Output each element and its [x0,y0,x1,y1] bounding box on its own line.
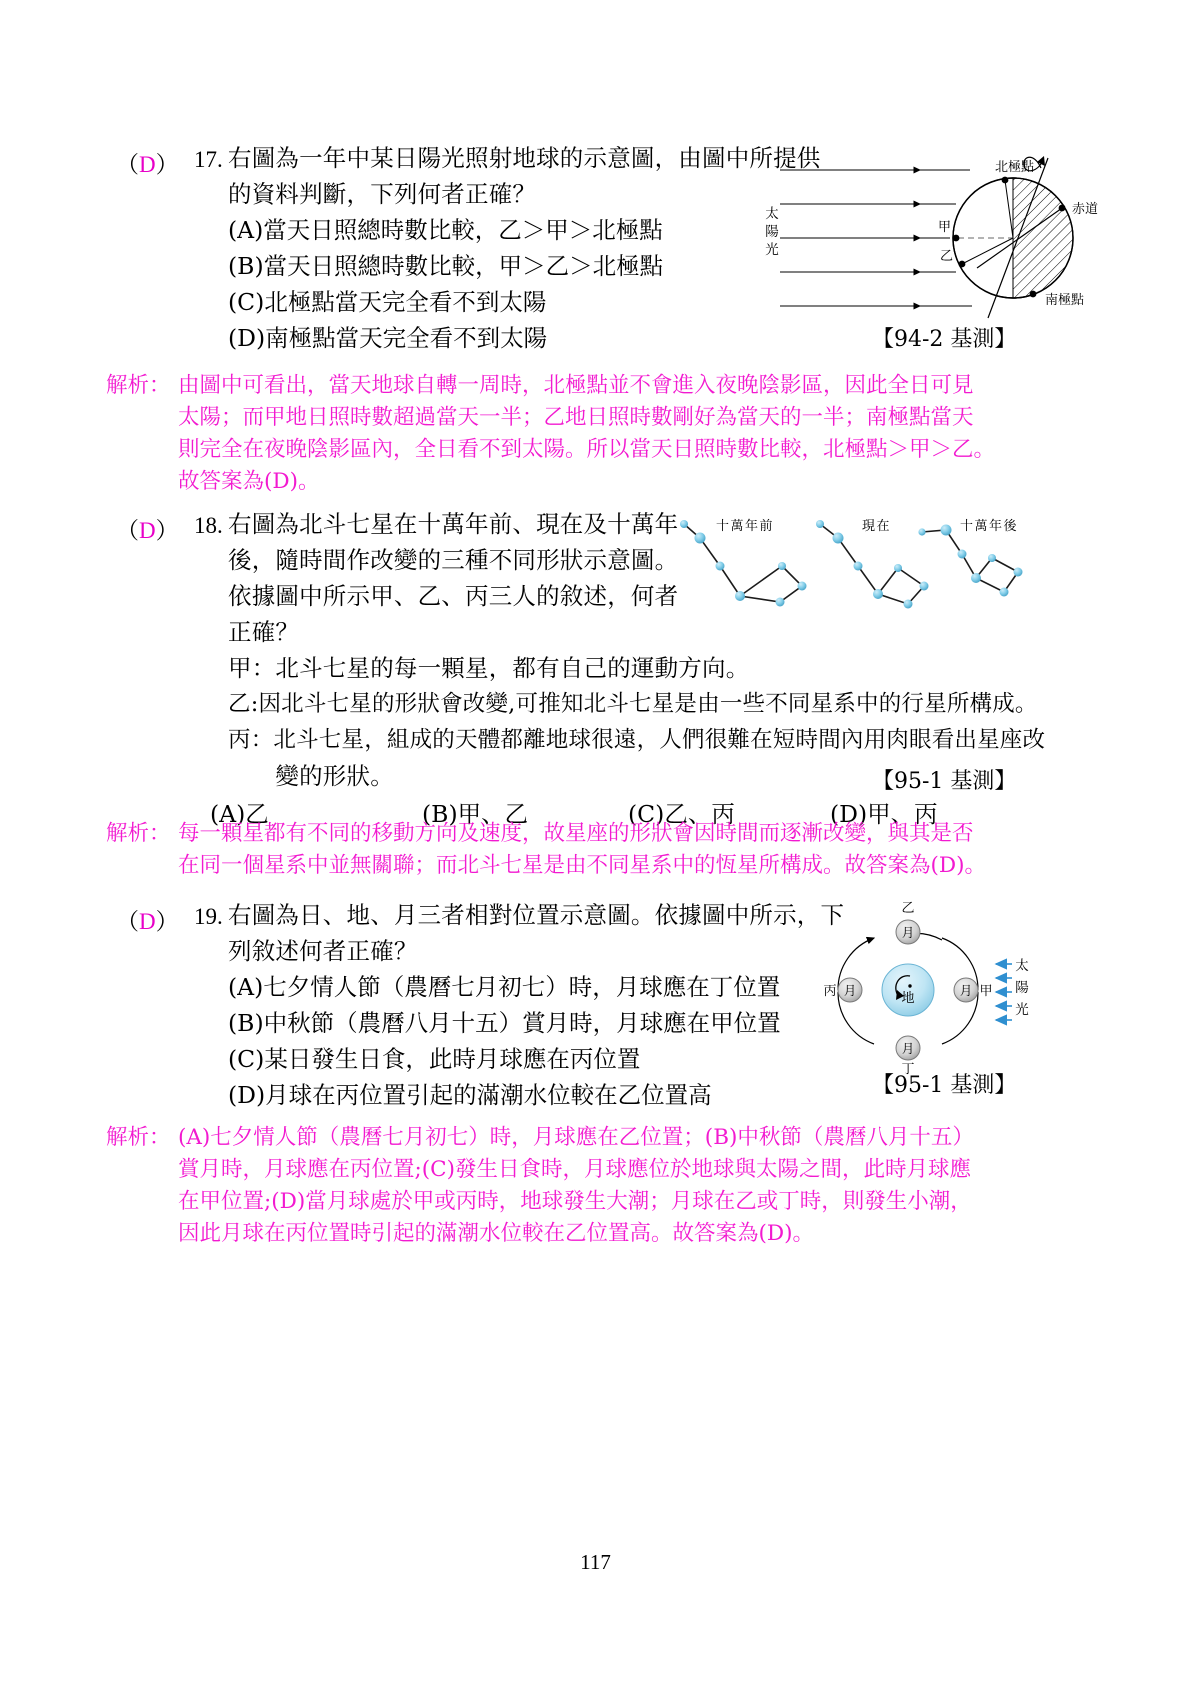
south-pole-point [1030,291,1037,298]
exp18-label: 解析： [106,821,171,846]
q18-stem-line-5: 甲：北斗七星的每一顆星，都有自己的運動方向。 [228,654,750,682]
moon-bottom-glyph: 月 [901,1041,915,1056]
exp17-label: 解析： [106,373,171,398]
q18-stem-line-4: 正確？ [228,618,300,646]
moon-right-label: 甲 [979,984,993,999]
earth-label: 地 [901,991,915,1006]
sun-earth-moon-figure [800,898,1030,1078]
yi-label: 乙 [940,249,954,264]
q19-bracket-close: ） [155,909,179,935]
moon-right-glyph: 月 [959,983,973,998]
q19-source: 【95-1 基測】 [872,1073,1017,1098]
q17-bracket-close: ） [155,152,179,178]
earth-sunlight-figure [760,146,1099,336]
equator-label: 赤道 [1072,202,1099,217]
q17-answer-letter: D [139,152,156,177]
exp19-line-4: 因此月球在丙位置時引起的滿潮水位較在乙位置高。故答案為(D)。 [178,1221,815,1246]
jia-label: 甲 [938,220,952,235]
q17-answer-bracket [116,146,179,179]
q19-option-c: (C)某日發生日食，此時月球應在丙位置 [228,1045,641,1073]
moon-top-label: 乙 [901,901,915,916]
q17-option-c: (C)北極點當天完全看不到太陽 [228,288,547,316]
big-dipper-figure [672,506,1022,626]
exp19-line-1: (A)七夕情人節（農曆七月初七）時，月球應在乙位置；(B)中秋節（農曆八月十五） [178,1125,974,1150]
sunlight-label-char-3: 光 [765,242,779,258]
north-pole-label: 北極點 [995,160,1035,175]
q18-stem-line-7: 丙：北斗七星，組成的天體都離地球很遠，人們很難在短時間內用肉眼看出星座改 [228,727,1046,753]
exp17-line-4: 故答案為(D)。 [178,469,320,494]
q19-stem-line-2: 列敘述何者正確？ [228,937,418,965]
equator-point [1059,205,1066,212]
q18-option-a: (A)乙 [210,800,269,828]
q19-stem-line-1: 右圖為日、地、月三者相對位置示意圖。依據圖中所示，下 [228,901,845,929]
q17-stem-line-1: 右圖為一年中某日陽光照射地球的示意圖，由圖中所提供 [228,144,821,172]
q18-bracket-close: ） [155,518,179,544]
q19-option-a: (A)七夕情人節（農曆七月初七）時，月球應在丁位置 [228,973,781,1001]
q19-number: 19. [194,904,223,929]
point-jia [953,235,960,242]
q18-stem-line-8: 變的形狀。 [228,762,394,790]
exp18-line-2: 在同一個星系中並無關聯；而北斗七星是由不同星系中的恆星所構成。故答案為(D)。 [178,853,987,878]
exp19-line-2: 賞月時，月球應在丙位置;(C)發生日食時，月球應位於地球與太陽之間，此時月球應 [178,1157,971,1182]
q18-option-b: (B)甲、乙 [422,800,529,828]
q17-source: 【94-2 基測】 [872,327,1017,352]
q17-option-b: (B)當天日照總時數比較，甲＞乙＞北極點 [228,252,664,280]
exp17-line-3: 則完全在夜晚陰影區內，全日看不到太陽。所以當天日照時數比較，北極點＞甲＞乙。 [178,437,996,462]
q18-answer-bracket [116,512,179,545]
exp19-line-3: 在甲位置;(D)當月球處於甲或丙時，地球發生大潮；月球在乙或丁時，則發生小潮， [178,1189,972,1214]
sunlight-label-char-2: 陽 [765,224,779,240]
exp19-label: 解析： [106,1125,171,1150]
q17-option-d: (D)南極點當天完全看不到太陽 [228,324,548,352]
page-number: 117 [580,1550,611,1574]
q19-bracket-open: （ [116,909,139,935]
dipper-future-stars [918,525,1022,597]
moon-bottom-label: 丁 [901,1062,915,1077]
q17-option-a: (A)當天日照總時數比較，乙＞甲＞北極點 [228,216,663,244]
exp18-line-1: 每一顆星都有不同的移動方向及速度，故星座的形狀會因時間而逐漸改變，與其是否 [178,821,974,846]
q19-option-b: (B)中秋節（農曆八月十五）賞月時，月球應在甲位置 [228,1009,781,1037]
sunlight-label-char-1: 太 [765,206,779,222]
q18-bracket-open: （ [116,518,139,544]
q18-option-c: (C)乙、丙 [628,800,735,828]
dipper-future-label: 十萬年後 [960,519,1019,534]
exp17-line-1: 由圖中可看出，當天地球自轉一周時，北極點並不會進入夜晚陰影區，因此全日可見 [178,373,974,398]
dipper-past-label: 十萬年前 [716,519,775,534]
moon-left-glyph: 月 [843,983,857,998]
q18-source: 【95-1 基測】 [872,769,1017,794]
q17-stem-line-2: 的資料判斷，下列何者正確？ [228,180,537,208]
q18-stem-line-3: 依據圖中所示甲、乙、丙三人的敘述，何者 [228,582,679,610]
moon-left-label: 丙 [823,984,837,999]
q19-option-d: (D)月球在丙位置引起的滿潮水位較在乙位置高 [228,1081,712,1109]
q18-answer-letter: D [139,518,156,543]
q18-stem-line-6: 乙:因北斗七星的形狀會改變,可推知北斗七星是由一些不同星系中的行星所構成。 [228,691,1038,717]
q17-number: 17. [194,147,223,172]
moon-top-glyph: 月 [901,925,915,940]
dipper-present-label: 現在 [862,519,892,534]
exp17-line-2: 太陽；而甲地日照時數超過當天一半；乙地日照時數剛好為當天的一半；南極點當天 [178,405,974,430]
q17-bracket-open: （ [116,152,139,178]
q18-stem-line-1: 右圖為北斗七星在十萬年前、現在及十萬年 [228,510,679,538]
sunlight-label-q19-1: 太 [1015,958,1029,974]
south-pole-label: 南極點 [1045,293,1085,308]
q19-answer-letter: D [139,909,156,934]
q18-option-d: (D)甲、丙 [830,800,938,828]
sunlight-label-q19-3: 光 [1015,1002,1029,1018]
q19-answer-bracket [116,903,179,936]
sunlight-label-q19-2: 陽 [1015,980,1029,996]
dipper-future [922,530,1018,592]
q18-stem-line-2: 後，隨時間作改變的三種不同形狀示意圖。 [228,546,679,574]
q18-number: 18. [194,513,223,538]
